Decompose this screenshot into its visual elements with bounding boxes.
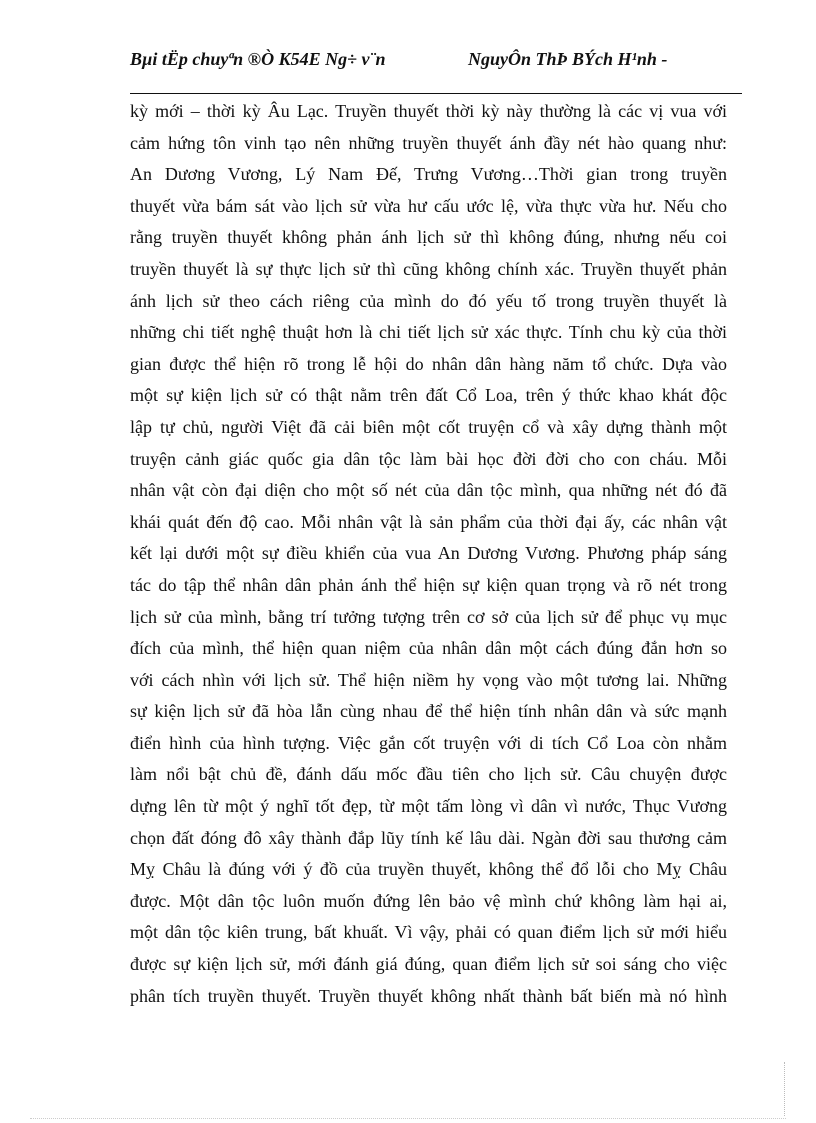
text-line: lịch sử của mình, bằng trí tưởng tượng trên cơ sở của lịch sử để phục vụ mục: [130, 606, 727, 627]
text-line: đích của mình, thể hiện quan niệm của nhân dân một cách đúng đắn hơn so: [130, 638, 727, 659]
text-line: phân tích truyền thuyết. Truyền thuyết không nhất thành bất biến mà nó hình: [130, 985, 727, 1006]
text-line: một dân tộc kiên trung, bất khuất. Vì vậy, phải có quan điểm lịch sử mới hiểu: [130, 922, 727, 943]
header-course-title: Bµi tËp chuyªn ®Ò K54E Ng÷ v¨n: [130, 49, 386, 69]
text-line: cảm hứng tôn vinh tạo nên những truyền thuyết ánh đầy nét hào quang như:: [130, 132, 727, 153]
text-line: kỳ mới – thời kỳ Âu Lạc. Truyền thuyết thời kỳ này thường là các vị vua với: [130, 101, 727, 121]
page-corner-mark: [784, 1062, 785, 1116]
page-bottom-border: [30, 1118, 786, 1119]
text-line: An Dương Vương, Lý Nam Đế, Trưng Vương…Thời gian trong truyền: [130, 164, 727, 185]
text-line: kết lại dưới một sự điều khiển của vua An Dương Vương. Phương pháp sáng: [130, 543, 727, 564]
text-line: lập tự chủ, người Việt đã cải biên một cốt truyện cổ và xây dựng thành một: [130, 416, 727, 437]
header-divider: [130, 93, 742, 94]
text-line: dựng lên từ một ý nghĩ tốt đẹp, từ một tấm lòng vì dân vì nước, Thục Vương: [130, 796, 727, 817]
text-line: sự kiện lịch sử đã hòa lẫn cùng nhau để thể hiện tính nhân dân và sức mạnh: [130, 701, 727, 722]
text-line: những chi tiết nghệ thuật hơn là chi tiết lịch sử xác thực. Tính chu kỳ của thời: [130, 322, 727, 343]
text-line: nhân vật còn đại diện cho một số nét của dân tộc mình, qua những nét đó đã: [130, 480, 727, 501]
text-line: gian được thể hiện rõ trong lễ hội do nhân dân hàng năm tổ chức. Dựa vào: [130, 353, 727, 374]
text-line: tác do tập thể nhân dân phản ánh thể hiện sự kiện quan trọng và rõ nét trong: [130, 574, 727, 595]
text-line: làm nổi bật chủ đề, đánh dấu mốc đầu tiên cho lịch sử. Câu chuyện được: [130, 764, 727, 785]
text-line: rằng truyền thuyết không phản ánh lịch sử thì không đúng, nhưng nếu coi: [130, 227, 727, 248]
text-line: được sự kiện lịch sử, mới đánh giá đúng, quan điểm lịch sử soi sáng cho việc: [130, 954, 727, 975]
text-line: được. Một dân tộc luôn muốn đứng lên bảo vệ mình chứ không làm hại ai,: [130, 890, 727, 911]
body-paragraph: [130, 96, 727, 1012]
text-line: truyện cảnh giác quốc gia dân tộc làm bài học đời đời cho con cháu. Mỗi: [130, 448, 727, 469]
text-line: ánh lịch sử theo cách riêng của mình do đó yếu tố trong truyền thuyết là: [130, 290, 727, 311]
text-line: chọn đất đóng đô xây thành đắp lũy tính kế lâu dài. Ngàn đời sau thương cảm: [130, 827, 727, 848]
text-line: Mỵ Châu là đúng với ý đồ của truyền thuyết, không thể đổ lỗi cho Mỵ Châu: [130, 859, 727, 880]
header-author-name: NguyÔn ThÞ BÝch H¹nh -: [468, 49, 668, 69]
page-header: [130, 48, 742, 92]
text-line: với cách nhìn với lịch sử. Thể hiện niềm hy vọng vào một tương lai. Những: [130, 669, 727, 690]
text-line: truyền thuyết là sự thực lịch sử thì cũng không chính xác. Truyền thuyết phản: [130, 258, 727, 279]
text-line: một sự kiện lịch sử có thật nằm trên đất Cổ Loa, trên ý thức khao khát độc: [130, 385, 727, 406]
text-line: thuyết vừa bám sát vào lịch sử vừa hư cấu ước lệ, vừa thực vừa hư. Nếu cho: [130, 195, 727, 216]
text-line: khái quát đến độ cao. Mỗi nhân vật là sản phẩm của thời đại ấy, các nhân vật: [130, 511, 727, 532]
text-line: điển hình của hình tượng. Việc gắn cốt truyện với di tích Cổ Loa còn nhằm: [130, 732, 727, 753]
